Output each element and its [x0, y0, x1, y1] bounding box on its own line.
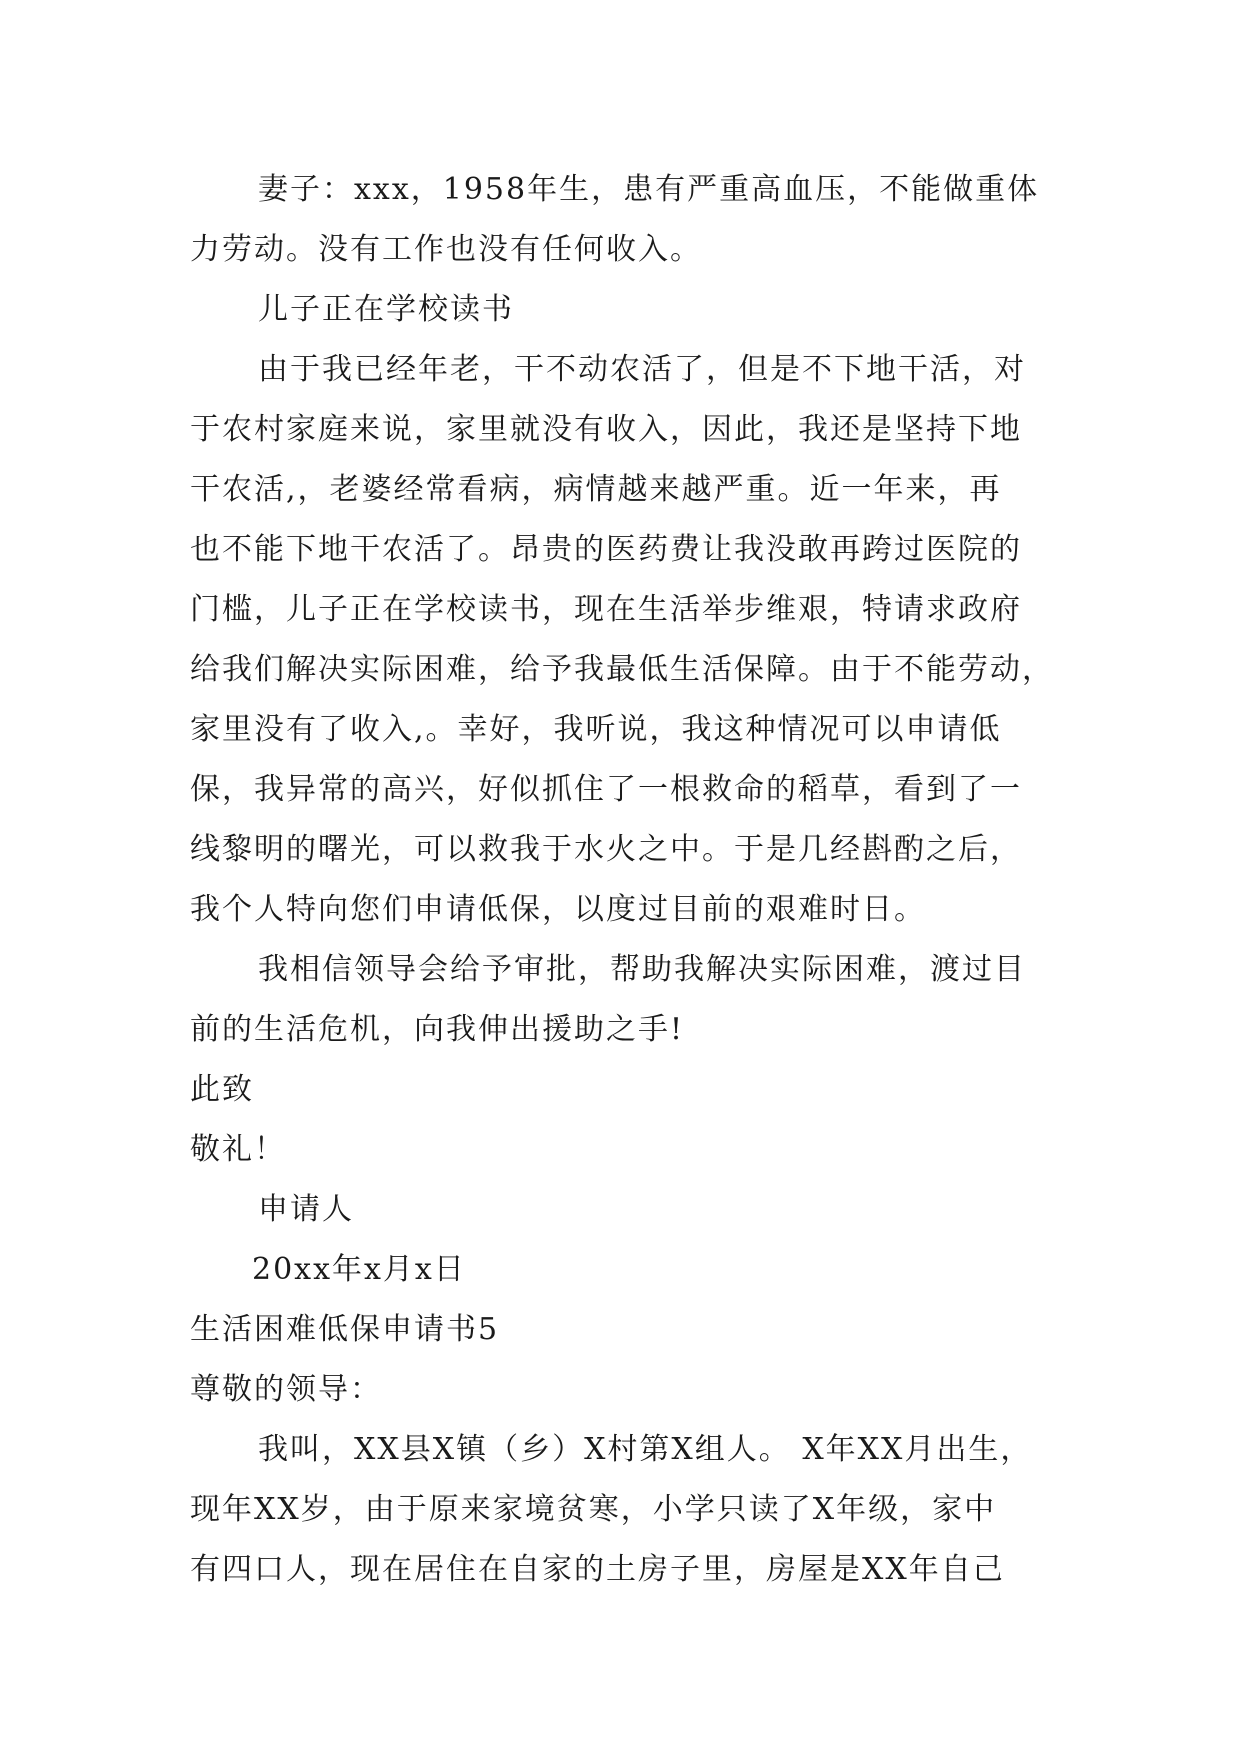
paragraph-line: 我叫，XX县X镇（乡）X村第X组人。 X年XX月出生，: [258, 1432, 1033, 1467]
document-body: [190, 160, 1070, 1600]
paragraph-line: 给我们解决实际困难，给予我最低生活保障。由于不能劳动，: [190, 652, 1054, 687]
paragraph-line: 家里没有了收入,。幸好，我听说，我这种情况可以申请低: [190, 712, 1002, 747]
paragraph-line: 门槛，儿子正在学校读书，现在生活举步维艰，特请求政府: [190, 592, 1022, 627]
paragraph-line: 现年XX岁，由于原来家境贫寒，小学只读了X年级，家中: [190, 1492, 997, 1527]
paragraph-line: 由于我已经年老，干不动农活了，但是不下地干活，对: [258, 352, 1026, 387]
section-title: 生活困难低保申请书5: [190, 1312, 500, 1347]
paragraph-line: 干农活,，老婆经常看病，病情越来越严重。近一年来，再: [190, 472, 1002, 507]
date-line: 20xx年x月x日: [252, 1252, 466, 1287]
paragraph-line: 儿子正在学校读书: [258, 292, 514, 327]
paragraph-line: 线黎明的曙光，可以救我于水火之中。于是几经斟酌之后，: [190, 832, 1022, 867]
signature-label: 申请人: [258, 1192, 354, 1227]
paragraph-line: 于农村家庭来说，家里就没有收入，因此，我还是坚持下地: [190, 412, 1022, 447]
paragraph-line: 妻子：xxx，1958年生，患有严重高血压，不能做重体: [258, 172, 1040, 207]
paragraph-line: 力劳动。没有工作也没有任何收入。: [190, 232, 702, 267]
paragraph-line: 前的生活危机，向我伸出援助之手!: [190, 1012, 685, 1047]
paragraph-line: 保，我异常的高兴，好似抓住了一根救命的稻草，看到了一: [190, 772, 1022, 807]
paragraph-line: 我个人特向您们申请低保，以度过目前的艰难时日。: [190, 892, 926, 927]
paragraph-line: 我相信领导会给予审批，帮助我解决实际困难，渡过目: [258, 952, 1026, 987]
greeting-line: 尊敬的领导：: [190, 1372, 382, 1407]
closing-line: 此致: [190, 1072, 254, 1107]
paragraph-line: 有四口人，现在居住在自家的土房子里，房屋是XX年自己: [190, 1552, 1005, 1587]
paragraph-line: 也不能下地干农活了。昂贵的医药费让我没敢再跨过医院的: [190, 532, 1022, 567]
salutation-line: 敬礼！: [190, 1132, 286, 1167]
